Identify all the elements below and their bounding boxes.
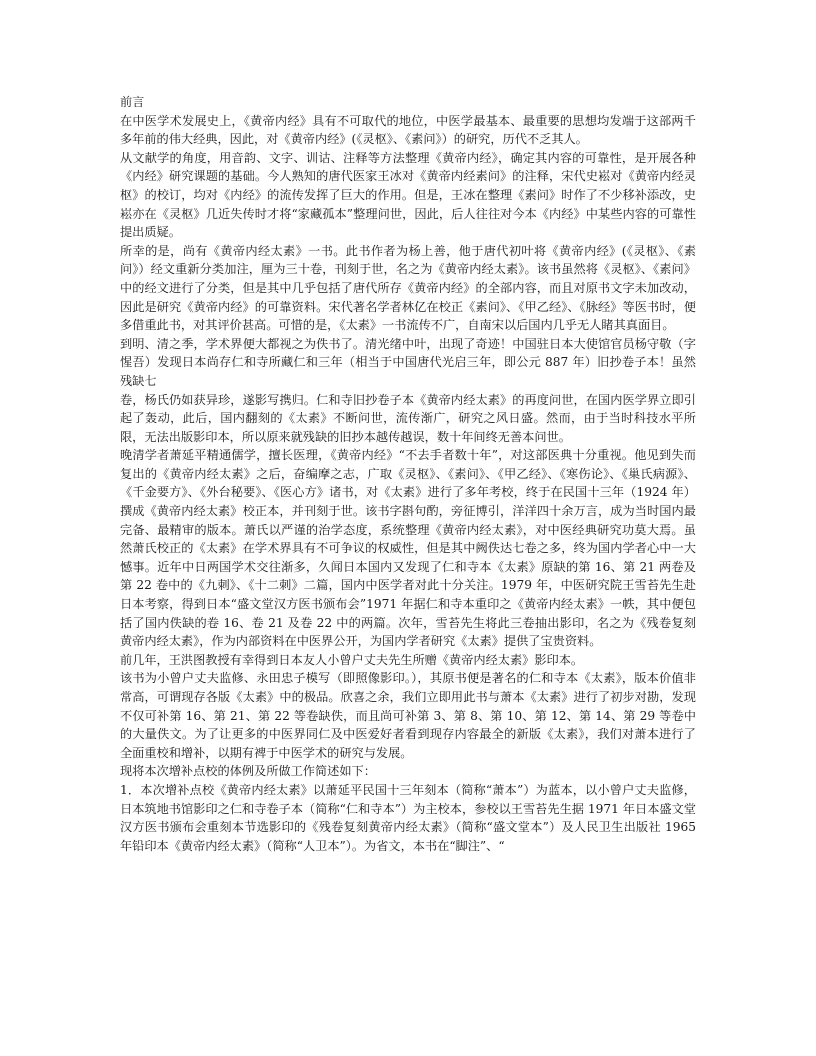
paragraph-8: 该书为小曾户丈夫监修、永田忠子模写（即照像影印。），其原书便是著名的仁和寺本《太素》，版本价值非常高，可谓现存各版《太素》中的极品。欣喜之余，我们立即用此书与萧本《太素》进行了初步对勘，发现不仅可补第 16、第 21、第 22 等卷缺佚，而且尚可补第 3、第 8、第 10、第 12、第 14、第 29 等卷中的大量佚文。为了让更多的中医界同仁及中医爱好者看到现存内容最全的新版《太素》，我们对萧本进行了全面重校和增补，以期有裨于中医学术的研究与发展。: [120, 671, 696, 760]
paragraph-3: 所幸的是，尚有《黄帝内经太素》一书。此书作者为杨上善，他于唐代初叶将《黄帝内经》(《灵枢》、《素问》）经文重新分类加注，厘为三十卷，刊刻于世，名之为《黄帝内经太素》。该书虽然将《灵枢》、《素问》中的经文进行了分类，但是其中几乎包括了唐代所存《黄帝内经》的全部内容，而且对原书文字未加改动，因此是研究《黄帝内经》的可靠资料。宋代著名学者林亿在校正《素问》、《甲乙经》、《脉经》等医书时，便多借重此书，对其评价甚高。可惜的是，《太素》一书流传不广，自南宋以后国内几乎无人睹其真面目。: [120, 243, 696, 333]
paragraph-6: 晚清学者萧延平精通儒学，擅长医理，《黄帝内经》“不去手者数十年”，对这部医典十分重视。他见到失而复出的《黄帝内经太素》之后，奋编摩之志，广取《灵枢》、《素问》、《甲乙经》、《寒伤论》、《巢氏病源》、《千金要方》、《外台秘要》、《医心方》诸书，对《太素》进行了多年考校，终于在民国十三年（1924 年）撰成《黄帝内经太素》校正本，并刊刻于世。该书字斟句酌，旁征博引，洋洋四十余万言，成为当时国内最完备、最精审的版本。萧氏以严谨的治学态度，系统整理《黄帝内经太素》，对中医经典研究功莫大焉。虽然萧氏校正的《太素》在学术界具有不可争议的权威性，但是其中阙佚达七卷之多，终为国内学者心中一大憾事。近年中日两国学术交往渐多，久闻日本国内又发现了仁和寺本《太素》原缺的第 16、第 21 两卷及第 22 卷中的《九刺》、《十二刺》二篇，国内中医学者对此十分关注。1979 年，中医研究院王雪苔先生赴日本考察，得到日本“盛文堂汉方医书颁布会”1971 年据仁和寺本重印之《黄帝内经太素》一帙，其中便包括了国内佚缺的卷 16、卷 21 及卷 22 中的两篇。次年，雪苔先生将此三卷抽出影印，名之为《残卷复刻黄帝内经太素》，作为内部资料在中医界公开，为国内学者研究《太素》提供了宝贵资料。: [120, 448, 696, 649]
paragraph-4: 到明、清之季，学术界便大都视之为佚书了。清光绪中叶，出现了奇迹！中国驻日本大使馆官员杨守敬（字惺吾）发现日本尚存仁和寺所藏仁和三年（相当于中国唐代光启三年，即公元 887 年）旧抄卷子本！虽然残缺七: [120, 336, 696, 388]
paragraph-7: 前几年，王洪图教授有幸得到日本友人小曾户丈夫先生所赠《黄帝内经太素》影印本。: [120, 652, 584, 667]
document-title: 前言: [120, 95, 145, 109]
paragraph-1: 在中医学术发展史上，《黄帝内经》具有不可取代的地位，中医学最基本、最重要的思想均发端于这部两千多年前的伟大经典，因此，对《黄帝内经》(《灵枢》、《素问》）的研究，历代不乏其人。: [120, 113, 696, 147]
paragraph-2: 从文献学的角度，用音韵、文字、训诂、注释等方法整理《黄帝内经》，确定其内容的可靠性，是开展各种《内经》研究课题的基础。今人熟知的唐代医家王冰对《黄帝内经素问》的注释，宋代史崧对《黄帝内经灵枢》的校订，均对《内经》的流传发挥了巨大的作用。但是，王冰在整理《素问》时作了不少移补添改，史崧亦在《灵枢》几近失传时才将“家藏孤本”整理问世，因此，后人往往对今本《内经》中某些内容的可靠性提出质疑。: [120, 150, 696, 240]
paragraph-5: 卷，杨氏仍如获异珍，遂影写携归。仁和寺旧抄卷子本《黄帝内经太素》的再度问世，在国内医学界立即引起了轰动，此后，国内翻刻的《太素》不断问世，流传渐广，研究之风日盛。然而，由于当时科技水平所限，无法出版影印本，所以原来就残缺的旧抄本越传越误，数十年间终无善本问世。: [120, 392, 696, 444]
paragraph-9: 现将本次增补点校的体例及所做工作简述如下：: [120, 764, 376, 779]
document-page: [120, 93, 696, 855]
paragraph-10: 1．本次增补点校《黄帝内经太素》以萧延平民国十三年刻本（简称“萧本”）为蓝本，以小曾户丈夫监修，日本筑地书馆影印之仁和寺卷子本（简称“仁和寺本”）为主校本，参校以王雪苔先生据 1971 年日本盛文堂汉方医书颁布会重刻本节选影印的《残卷复刻黄帝内经太素》（简称“盛文堂本”）及人民卫生出版社 1965 年铅印本《黄帝内经太素》（简称“人卫本”）。为省文，本书在“脚注”、“: [120, 782, 696, 853]
